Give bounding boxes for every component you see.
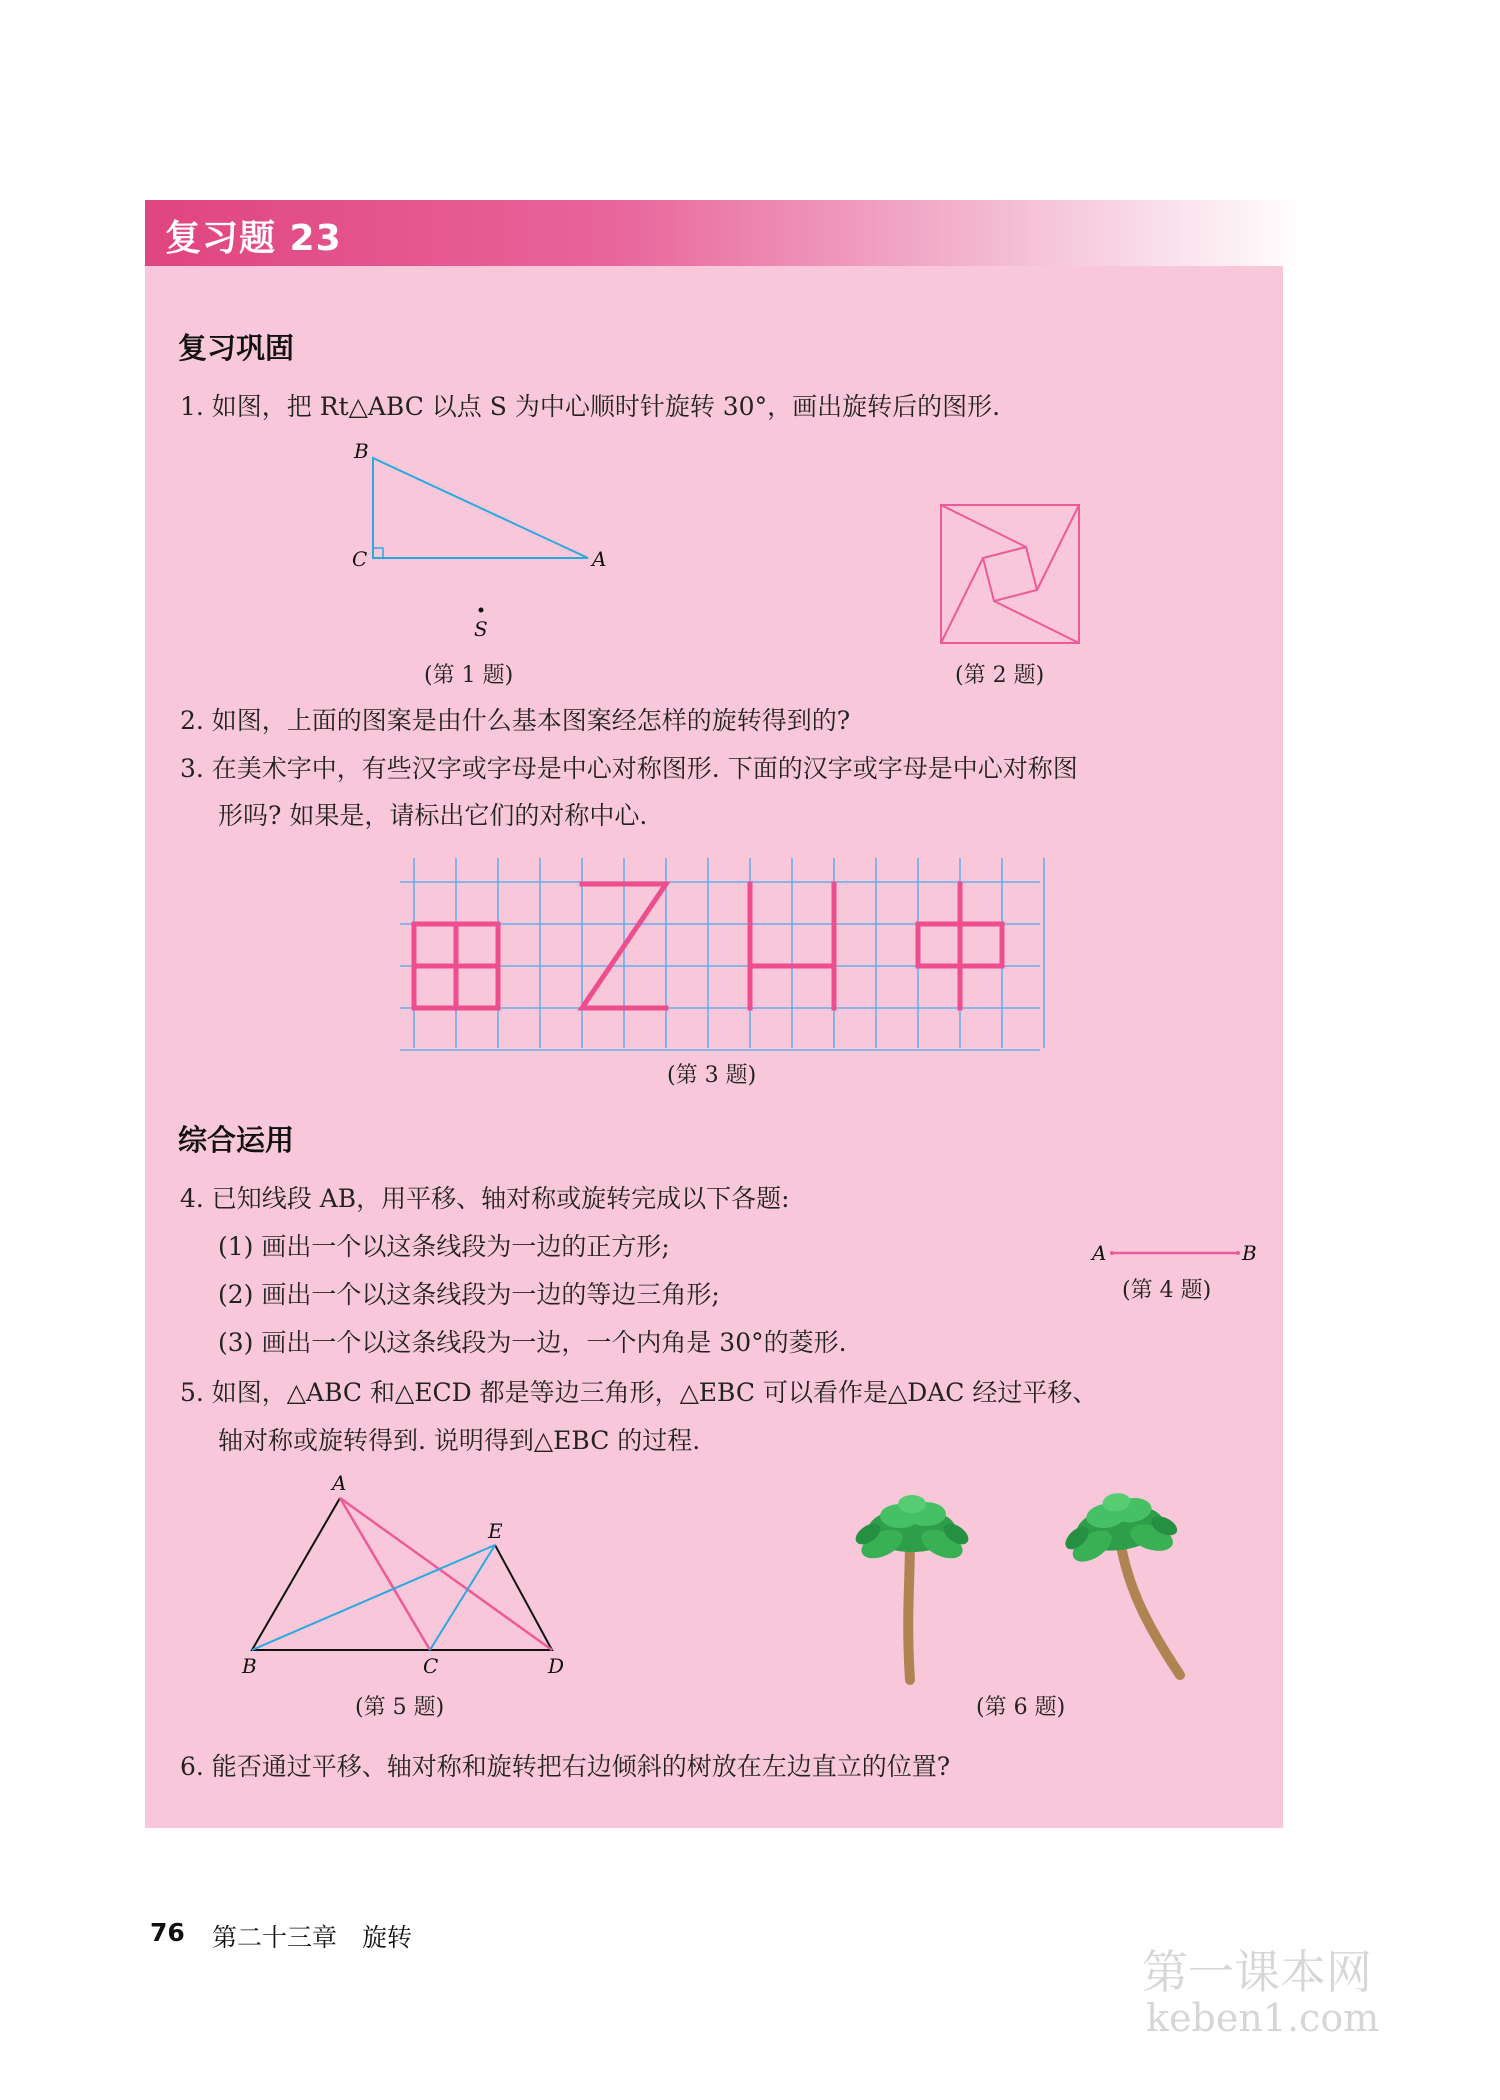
problem-4-3: (3) 画出一个以这条线段为一边，一个内角是 30°的菱形. xyxy=(218,1328,847,1357)
triangle-abc-sides xyxy=(252,1498,430,1650)
caption-5: (第 5 题) xyxy=(355,1695,445,1720)
outer-square xyxy=(941,505,1079,643)
inner-square xyxy=(983,547,1037,601)
problem-5-line-2: 轴对称或旋转得到. 说明得到△EBC 的过程. xyxy=(218,1426,701,1455)
page-number: 76 xyxy=(150,1918,185,1947)
problem-4-1: (1) 画出一个以这条线段为一边的正方形; xyxy=(218,1232,670,1261)
triangle-abc xyxy=(373,458,588,558)
figure-6-trees xyxy=(850,1490,1210,1690)
segment-AC xyxy=(340,1498,430,1650)
label-B: B xyxy=(242,1654,257,1678)
caption-6: (第 6 题) xyxy=(976,1695,1066,1720)
problem-3-line-2: 形吗? 如果是，请标出它们的对称中心. xyxy=(218,801,648,830)
caption-3: (第 3 题) xyxy=(667,1063,757,1088)
caption-2: (第 2 题) xyxy=(955,663,1045,688)
problem-4: 4. 已知线段 AB，用平移、轴对称或旋转完成以下各题: xyxy=(180,1184,790,1213)
pattern-line xyxy=(941,558,983,643)
right-angle-mark xyxy=(373,548,383,558)
label-C: C xyxy=(352,547,368,571)
section-review-heading: 复习巩固 xyxy=(178,331,295,365)
watermark-line-2: keben1.com xyxy=(1146,1996,1380,2040)
problem-4-2: (2) 画出一个以这条线段为一边的等边三角形; xyxy=(218,1280,720,1309)
triangle-ecd-sides xyxy=(430,1545,552,1650)
figure-4-segment xyxy=(1090,1238,1260,1268)
section-application-heading: 综合运用 xyxy=(178,1123,295,1157)
label-E: E xyxy=(488,1519,503,1543)
banner-title: 复习题 23 xyxy=(165,218,342,259)
segment-AD xyxy=(340,1498,552,1650)
segment-BE xyxy=(252,1545,495,1650)
problem-3-line-1: 3. 在美术字中，有些汉字或字母是中心对称图形. 下面的汉字或字母是中心对称图 xyxy=(180,754,1078,783)
problem-2: 2. 如图，上面的图案是由什么基本图案经怎样的旋转得到的? xyxy=(180,706,851,735)
caption-1: (第 1 题) xyxy=(424,663,514,688)
problem-6: 6. 能否通过平移、轴对称和旋转把右边倾斜的树放在左边直立的位置? xyxy=(180,1752,951,1781)
label-A: A xyxy=(1092,1241,1107,1265)
chapter-title: 第二十三章 旋转 xyxy=(212,1923,413,1952)
label-D: D xyxy=(548,1654,565,1678)
segment-CE xyxy=(430,1545,495,1650)
character-zhong-field xyxy=(414,924,498,1008)
label-A: A xyxy=(332,1471,347,1495)
character-zhong xyxy=(918,884,1002,1008)
watermark-line-1: 第一课本网 xyxy=(1142,1945,1372,1999)
title-banner xyxy=(145,200,1305,266)
upright-palm-tree xyxy=(852,1495,972,1680)
figure-2-pattern xyxy=(936,500,1086,650)
label-A: A xyxy=(592,547,607,571)
problem-5-line-1: 5. 如图，△ABC 和△ECD 都是等边三角形，△EBC 可以看作是△DAC 经过平移、 xyxy=(180,1378,1098,1407)
label-C: C xyxy=(423,1654,439,1678)
label-B: B xyxy=(354,439,369,463)
figure-5-triangles xyxy=(230,1470,600,1680)
point-S xyxy=(479,608,484,613)
tilted-palm-tree xyxy=(1056,1485,1185,1675)
pattern-line xyxy=(941,505,1026,547)
problem-1: 1. 如图，把 Rt△ABC 以点 S 为中心顺时针旋转 30°，画出旋转后的图形. xyxy=(180,392,1001,421)
pattern-line xyxy=(1037,505,1079,590)
figure-1-triangle xyxy=(340,440,640,650)
caption-4: (第 4 题) xyxy=(1122,1278,1212,1303)
label-S: S xyxy=(474,617,488,641)
label-B: B xyxy=(1242,1241,1257,1265)
figure-3-grid xyxy=(400,858,1040,1048)
pattern-line xyxy=(994,601,1079,643)
